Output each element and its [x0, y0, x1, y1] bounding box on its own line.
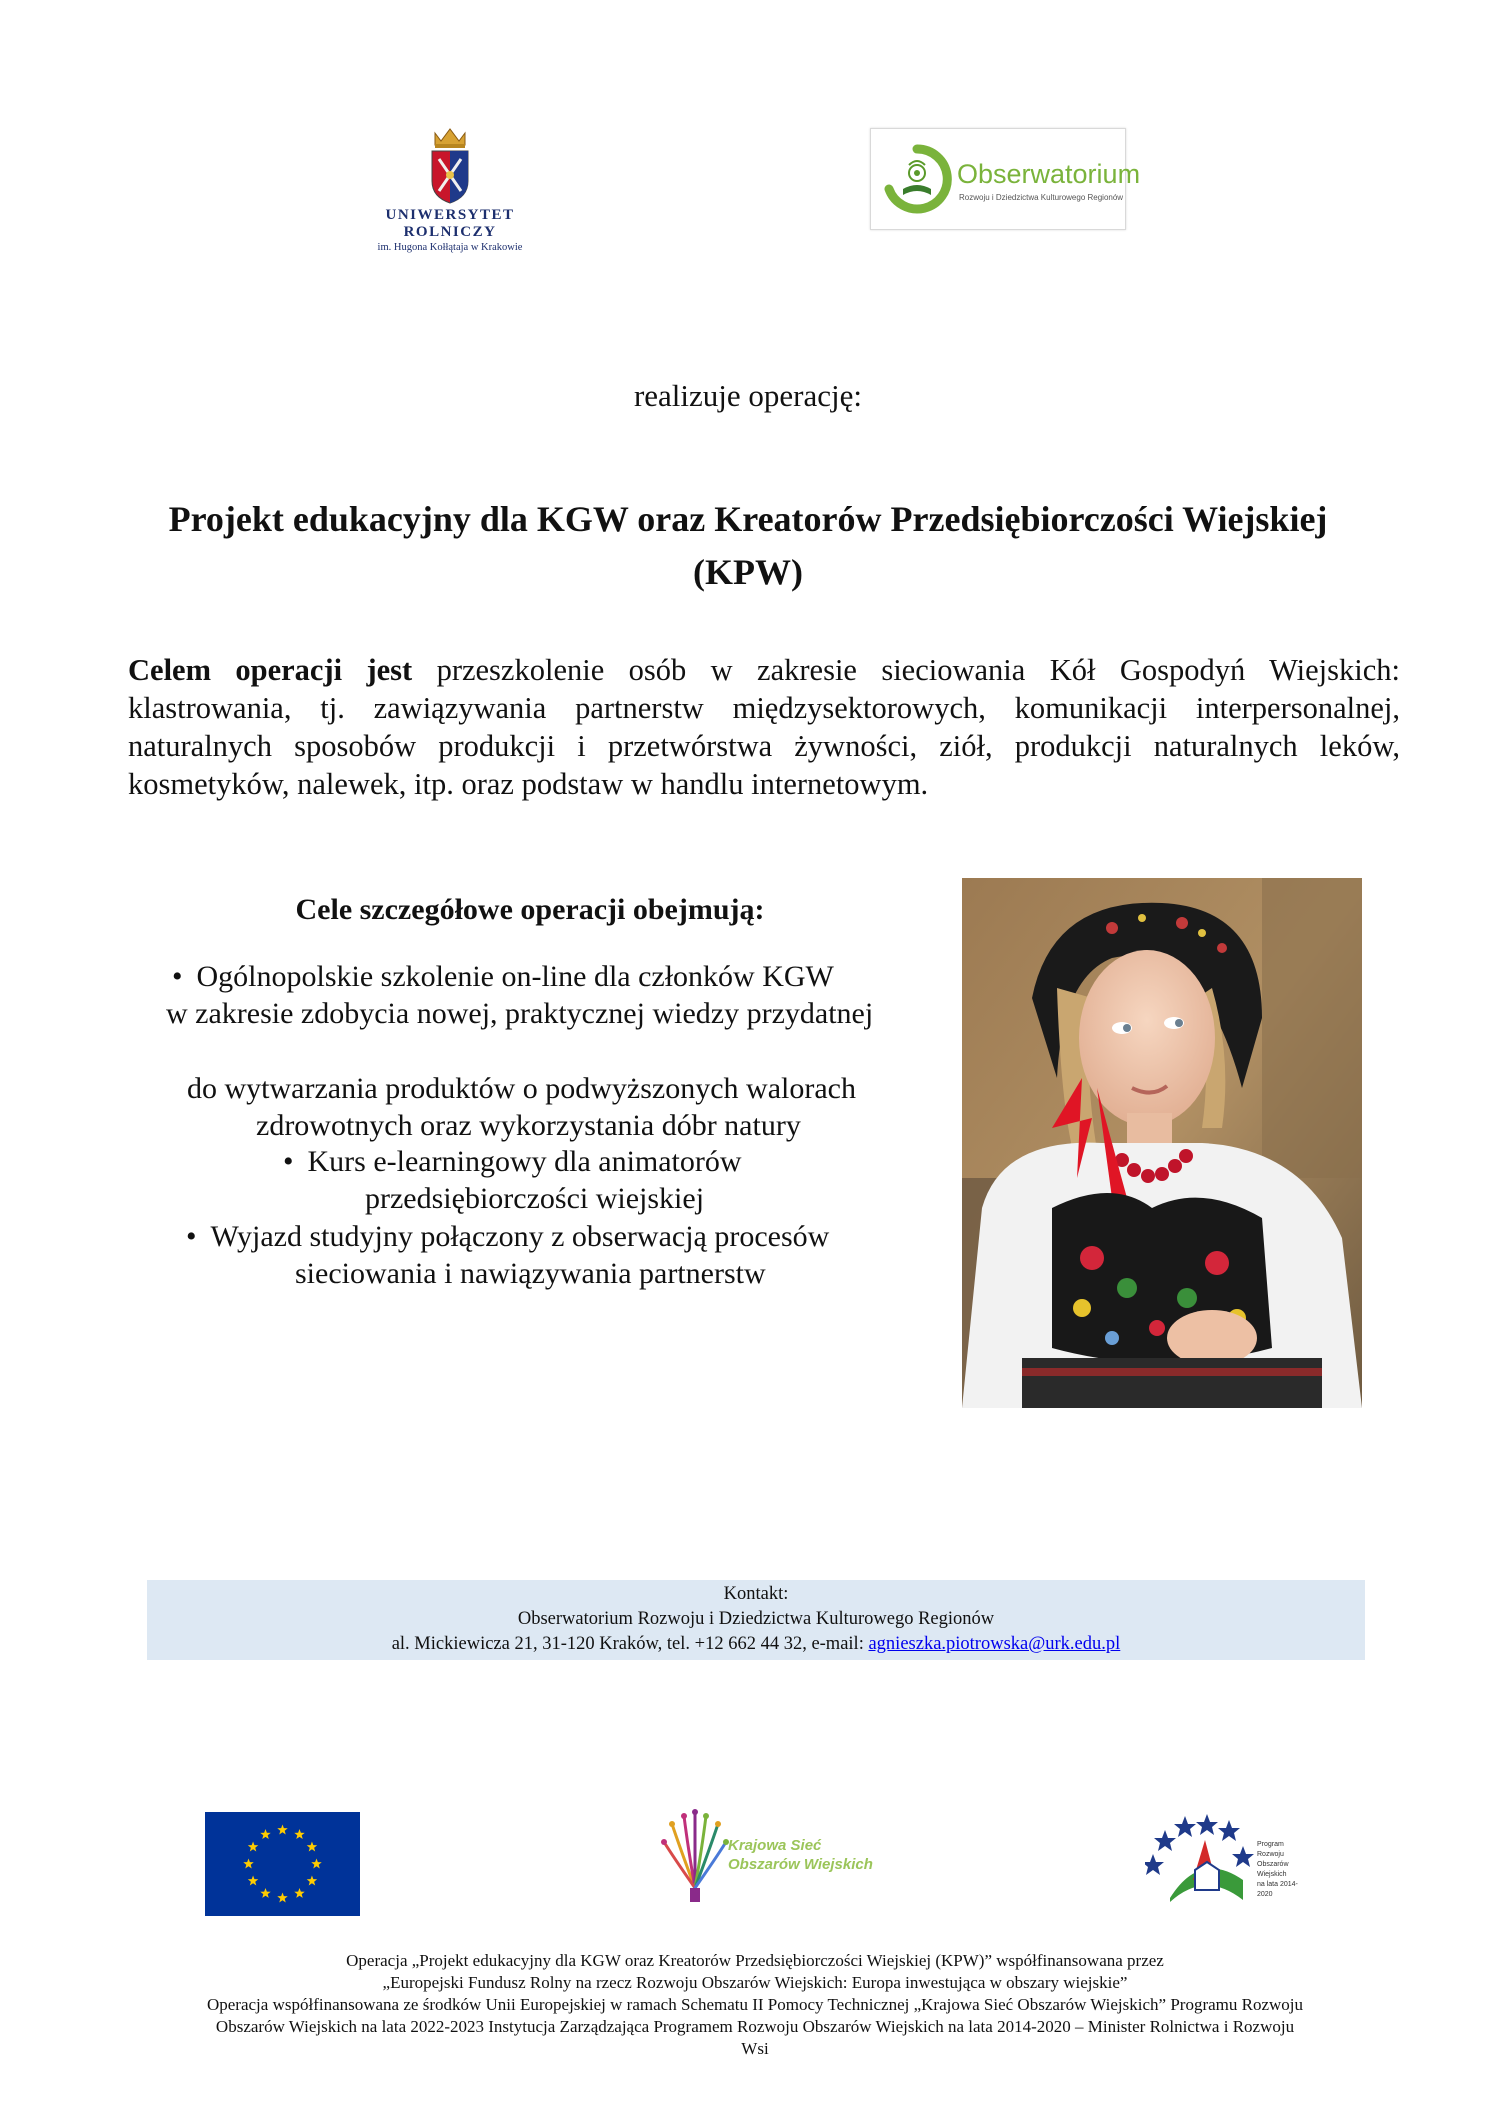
footer-line-1: Operacja „Projekt edukacyjny dla KGW oraz Kreatorów Przedsiębiorczości Wiejskiej (KPW)” współfinansowana przez	[346, 1951, 1164, 1970]
objective-2-line-2: przedsiębiorczości wiejskiej	[365, 1182, 705, 1215]
observatory-logo	[870, 128, 1141, 230]
prow-emblem-icon	[1145, 1810, 1255, 1910]
objective-1-line-2: w zakresie zdobycia nowej, praktycznej wiedzy przydatnej	[166, 997, 874, 1030]
eu-star-icon	[307, 1876, 317, 1886]
eu-stars-icon	[205, 1812, 360, 1916]
goal-paragraph	[128, 651, 1400, 803]
page-title	[120, 493, 1376, 599]
title-line-1: Projekt edukacyjny dla KGW oraz Kreatorów Przedsiębiorczości Wiejskiej	[168, 499, 1328, 539]
footer-line-2: „Europejski Fundusz Rolny na rzecz Rozwoju Obszarów Wiejskich: Europa inwestująca w obszary wiejskie”	[382, 1973, 1128, 1992]
title-line-2: (KPW)	[693, 552, 803, 592]
objectives-heading: Cele szczegółowe operacji obejmują:	[295, 893, 765, 926]
objective-1-line-1: • Ogólnopolskie szkolenie on-line dla członków KGW	[172, 960, 834, 994]
eu-star-icon	[307, 1842, 317, 1852]
eu-star-icon	[294, 1888, 304, 1898]
observatory-circle-icon	[881, 143, 953, 215]
prow-label: Program Rozwoju Obszarów Wiejskich na lata 2014-2020	[1257, 1841, 1298, 1898]
contact-organization: Obserwatorium Rozwoju i Dziedzictwa Kulturowego Regionów	[517, 1609, 995, 1629]
footer-line-4: Obszarów Wiejskich na lata 2022-2023 Instytucja Zarządzająca Programem Rozwoju Obszarów Wiejskich na lata 2014-2020 – Minister Rolnictwa i Rozwoju	[215, 2017, 1295, 2036]
eu-star-icon	[260, 1829, 270, 1839]
eu-star-icon	[277, 1825, 287, 1835]
university-crest-icon	[427, 125, 473, 205]
intro-text: realizuje operację:	[633, 378, 863, 413]
eu-star-icon	[243, 1859, 253, 1869]
footer-text	[110, 1950, 1400, 2060]
ksow-logo	[660, 1808, 910, 1908]
ksow-tree-icon	[660, 1808, 730, 1908]
goal-lead: Celem operacji jest	[128, 653, 413, 687]
contact-address: al. Mickiewicza 21, 31-120 Kraków, tel. +12 662 44 32, e-mail: agnieszka.piotrowska@urk.edu.pl	[391, 1634, 1121, 1654]
goal-text: przeszkolenie osób w zakresie sieciowania Kół Gospodyń Wiejskich: klastrowania, tj. zawiązywania partnerstw międzysektorowych, komunikacji interpersonalnej, naturalnych sposobów produkcji i przetwórstwa żywności, ziół, produkcji naturalnych leków, kosmetyków, nalewek, itp. oraz podstaw w handlu internetowym.	[128, 653, 1400, 801]
eu-flag-logo	[205, 1812, 360, 1916]
objective-2-line-1: • Kurs e-learningowy dla animatorów	[283, 1145, 742, 1179]
eu-star-icon	[248, 1876, 258, 1886]
observatory-name: Obserwatorium	[957, 159, 1141, 189]
objective-1-line-3: do wytwarzania produktów o podwyższonych walorach	[187, 1072, 856, 1105]
footer-line-3: Operacja współfinansowana ze środków Unii Europejskiej w ramach Schematu II Pomocy Technicznej „Krajowa Sieć Obszarów Wiejskich” Programu Rozwoju	[206, 1995, 1304, 2014]
objective-1-line-4: zdrowotnych oraz wykorzystania dóbr natury	[256, 1109, 801, 1142]
prow-logo	[1145, 1810, 1305, 1910]
university-name: UNIWERSYTET ROLNICZY	[385, 207, 515, 240]
ksow-label: Krajowa Sieć Obszarów Wiejskich	[728, 1837, 873, 1873]
university-logo	[340, 125, 560, 253]
observatory-subtitle: Rozwoju i Dziedzictwa Kulturowego Regionów	[959, 193, 1124, 202]
contact-email-link[interactable]: agnieszka.piotrowska@urk.edu.pl	[868, 1634, 1121, 1654]
university-subtitle: im. Hugona Kołłątaja w Krakowie	[377, 242, 523, 253]
eu-star-icon	[248, 1842, 258, 1852]
contact-label: Kontakt:	[723, 1584, 789, 1604]
objective-3-line-1: • Wyjazd studyjny połączony z obserwacją procesów	[186, 1220, 829, 1254]
objective-3-line-2: sieciowania i nawiązywania partnerstw	[295, 1257, 766, 1290]
folk-costume-photo	[962, 878, 1362, 1408]
eu-star-icon	[277, 1893, 287, 1903]
footer-line-5: Wsi	[741, 2039, 769, 2058]
eu-star-icon	[260, 1888, 270, 1898]
eu-star-icon	[294, 1829, 304, 1839]
eu-star-icon	[311, 1859, 321, 1869]
contact-box	[147, 1580, 1365, 1660]
